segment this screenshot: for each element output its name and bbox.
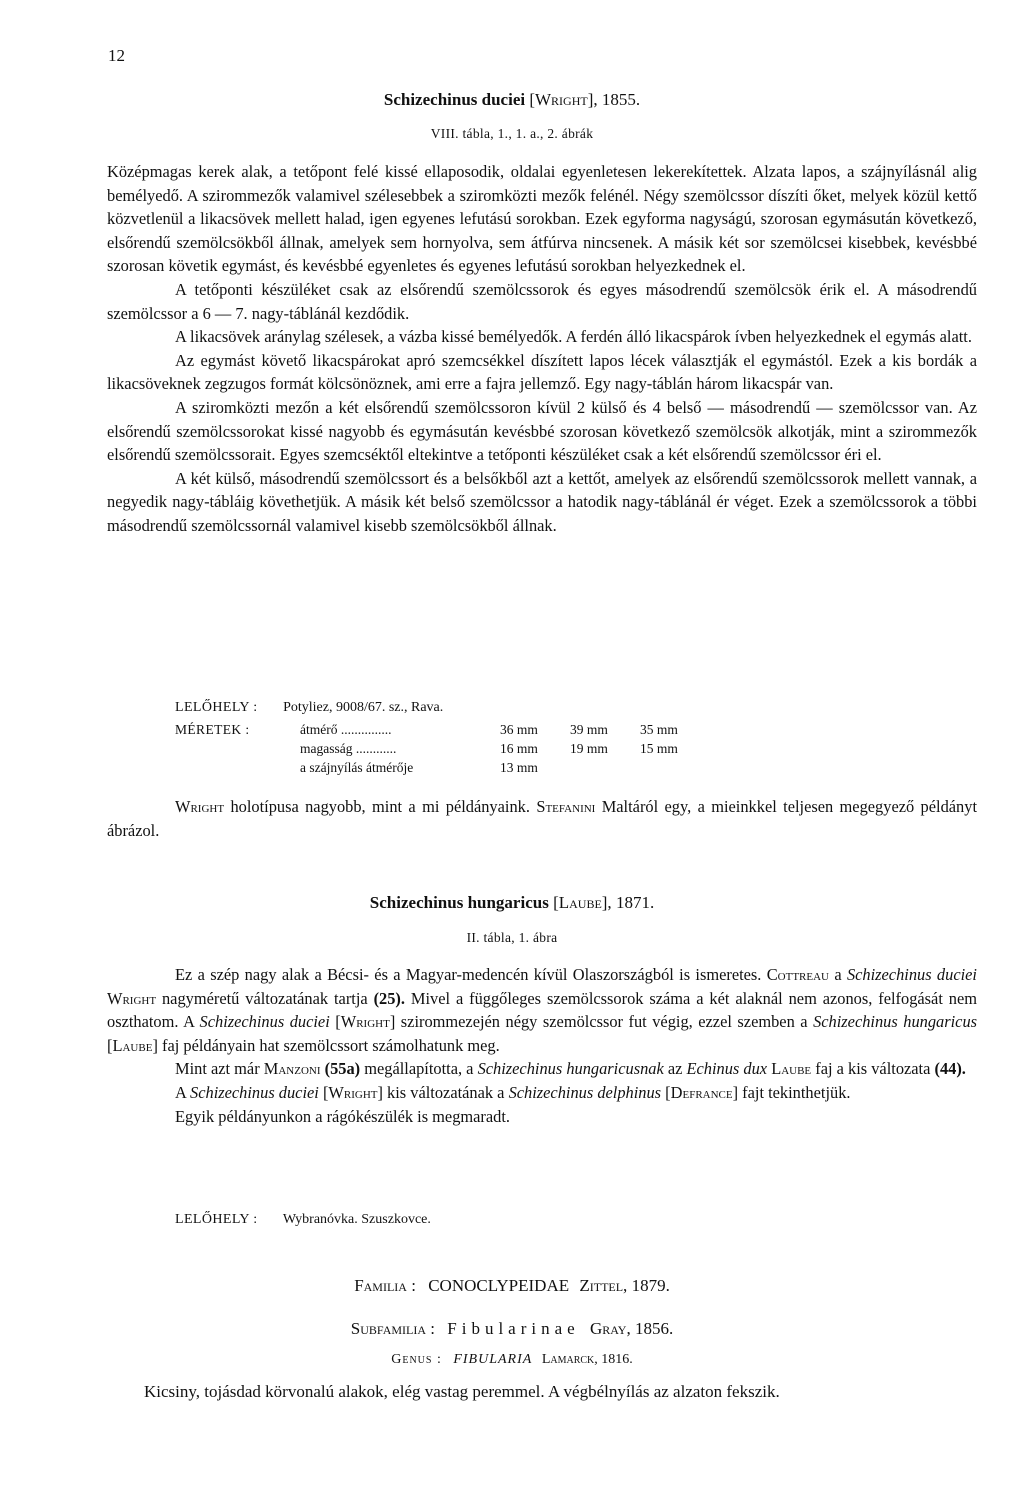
text-run: holotípusa nagyobb, mint a mi példányaink. [224, 797, 537, 816]
description-duciei [107, 160, 977, 538]
genus-author: Lamarck, [541, 1352, 598, 1367]
genus-label: Genus : [391, 1352, 442, 1367]
familia-author: Zittel, [579, 1276, 628, 1295]
text-run: Maltáról egy, a mieinkkel teljesen megegyező példányt ábrázol. [107, 797, 977, 840]
locality-value: Wybranóvka. Szuszkovce. [282, 1212, 431, 1227]
genus-year: 1816. [601, 1352, 633, 1367]
subfamilia-year: 1856. [634, 1319, 674, 1338]
author-name: Laube [112, 1035, 153, 1055]
locality-hungaricus [175, 1212, 431, 1228]
measurements-table [175, 720, 710, 777]
locality-label: LELŐHELY : [175, 700, 258, 715]
table-row [175, 720, 710, 739]
subfamilia-heading [0, 1319, 1024, 1339]
familia-label: Familia : [354, 1276, 416, 1295]
locality-value: Potyliez, 9008/67. sz., Rava. [283, 700, 444, 715]
author-name: Defrance [670, 1082, 733, 1102]
taxon-name: Schizechinus hungaricusnak [477, 1059, 664, 1079]
closing-text: Kicsiny, tojásdad körvonalú alakok, elég vastag peremmel. A végbélnyílás az alzaton fekszik. [144, 1382, 780, 1401]
taxon-name: Echinus dux [686, 1059, 768, 1079]
subfamilia-name: Fibularinae [447, 1319, 580, 1338]
taxon-name: Schizechinus duciei [846, 965, 977, 984]
reference-number: (55a) [324, 1059, 361, 1079]
author-name: Wright [175, 797, 225, 816]
measure-value: 36 mm [500, 722, 538, 737]
taxon-name: Schizechinus duciei [190, 1082, 319, 1102]
author-name: Wright [340, 1012, 390, 1032]
author-name: Stefanini [536, 797, 596, 816]
table-row [175, 758, 710, 777]
description-hungaricus [107, 963, 977, 1128]
measure-value: 16 mm [500, 741, 538, 756]
measure-value: 13 mm [500, 760, 538, 775]
taxon-name: Schizechinus hungaricus [813, 1012, 978, 1032]
measure-value [640, 758, 710, 777]
taxon-name: Schizechinus duciei [199, 1012, 330, 1032]
measure-value [570, 758, 640, 777]
author-name: Laube [771, 1059, 812, 1079]
paragraph: Mint azt már Manzoni (55a) megállapította, a Schizechinus hungaricusnak az Echinus dux Laube faj a kis változata (44). [175, 1059, 966, 1079]
measure-name: átmérő ............... [300, 722, 392, 737]
genus-name: FIBULARIA [453, 1352, 533, 1367]
reference-number: (25). [373, 988, 405, 1008]
author-name: Wright [107, 988, 157, 1008]
measure-value: 15 mm [640, 741, 678, 756]
remarks-duciei [107, 795, 977, 842]
species-year: 1871. [615, 893, 655, 912]
paragraph: A likacsövek aránylag szélesek, a vázba kissé bemélyedők. A ferdén álló likacspárok ívben helyezkednek el egymás alatt. [175, 327, 972, 347]
species-author: [Laube], [553, 893, 612, 912]
author-name: Cottreau [766, 965, 829, 984]
species-name: Schizechinus hungaricus [369, 893, 549, 912]
familia-heading [0, 1276, 1024, 1296]
measure-value: 39 mm [570, 722, 608, 737]
species-author: [Wright], [529, 90, 598, 109]
taxon-name: Schizechinus delphinus [508, 1082, 662, 1102]
species-name: Schizechinus duciei [383, 90, 526, 109]
paragraph: A sziromközti mezőn a két elsőrendű szemölcssoron kívül 2 külső és 4 belső — másodrendű — szemölcssor van. Az elsőrendű szemölcssorokat kissé nagyobb és egymásután kevésbbé szorosan következő szemölcsök alkotják, mint a szirommezők elsőrendű szemölcssorait. Egyes szemcséktől eltekintve a tetőponti készüléket csak a két elsőrendű szemölcssor éri el. [107, 397, 977, 465]
table-row [175, 739, 710, 758]
paragraph: Középmagas kerek alak, a tetőpont felé kissé ellaposodik, oldalai egyenletesen lekerekítettek. Alzata lapos, a szájnyílásnál alig bemélyedő. A szirommezők valamivel szélesebbek a sziromközti mezők felénél. Négy szemölcssor díszíti őket, melyek közül kettő közvetlenül a likacsövek mellett halad, igen egyenes lefutású sorokban. Ezek egyforma nagyságú, szorosan egymásután következő, elsőrendű szemölcsökből állnak, amelyek sem hornyolva, sem átfúrva nincsenek. A másik két sor szemölcsei kisebbek, kevésbbé szorosan követik egymást, és kevésbbé egyenletes és egyenes lefutású sorokban helyezkednek el. [107, 162, 977, 276]
familia-year: 1879. [631, 1276, 670, 1295]
locality-label: LELŐHELY : [175, 1212, 258, 1227]
measurements-label: MÉRETEK : [175, 722, 250, 737]
species-year: 1855. [601, 90, 641, 109]
paragraph: A tetőponti készüléket csak az elsőrendű szemölcssorok és egyes másodrendű szemölcsök érik el. A másodrendű szemölcssor a 6 — 7. nagy-táblánál kezdődik. [107, 279, 977, 323]
plate-reference: II. tábla, 1. ábra [466, 930, 558, 945]
subfamilia-author: Gray, [589, 1319, 631, 1338]
measure-value: 35 mm [640, 722, 678, 737]
locality-duciei [175, 700, 443, 716]
species-title-duciei [0, 90, 1024, 110]
paragraph [107, 795, 977, 842]
author-name: Wright [328, 1082, 378, 1102]
plate-reference: VIII. tábla, 1., 1. a., 2. ábrák [430, 126, 594, 141]
page-number: 12 [108, 46, 125, 65]
paragraph: A Schizechinus duciei [Wright] kis változatának a Schizechinus delphinus [Defrance] fajt tekinthetjük. [175, 1082, 851, 1102]
measure-name: a szájnyílás átmérője [300, 760, 414, 775]
measure-name: magasság ............ [300, 741, 397, 756]
familia-name: CONOCLYPEIDAE [428, 1276, 570, 1295]
genus-heading [0, 1352, 1024, 1368]
species-title-hungaricus [0, 893, 1024, 913]
measure-value: 19 mm [570, 741, 608, 756]
paragraph: Az egymást követő likacspárokat apró szemcsékkel díszített lapos lécek választják el egymástól. Ezek a kis bordák a likacsöveknek zegzugos formát kölcsönöznek, ami erre a fajra jellemző. Egy nagy-táblán három likacspár van. [107, 350, 977, 394]
paragraph: Egyik példányunkon a rágókészülék is megmaradt. [175, 1106, 510, 1126]
author-name: Manzoni [263, 1059, 321, 1079]
paragraph: A két külső, másodrendű szemölcssort és a belsőkből azt a kettőt, amelyek az elsőrendű szemölcssorok mellett vannak, a negyedik nagy-tábláig követhetjük. A másik két belső szemölcssor a hatodik nagy-táblánál ér véget. Ezek a szemölcssorok a többi másodrendű szemölcssornál valamivel kisebb szemölcsökből állnak. [107, 468, 977, 535]
subfamilia-label: Subfamilia : [350, 1319, 436, 1338]
reference-number: (44). [934, 1059, 966, 1079]
paragraph: Ez a szép nagy alak a Bécsi- és a Magyar-medencén kívül Olaszországból is ismeretes. Cottreau a Schizechinus duciei Wright nagyméretű változatának tartja (25). Mivel a függőleges szemölcssorok száma a két alaknál nem azonos, felfogását nem oszthatom. A Schizechinus duciei [Wright] szirommezején négy szemölcssor fut végig, ezzel szemben a Schizechinus hungaricus [Laube] faj példányain hat szemölcssort számolhatunk meg. [107, 965, 978, 1055]
